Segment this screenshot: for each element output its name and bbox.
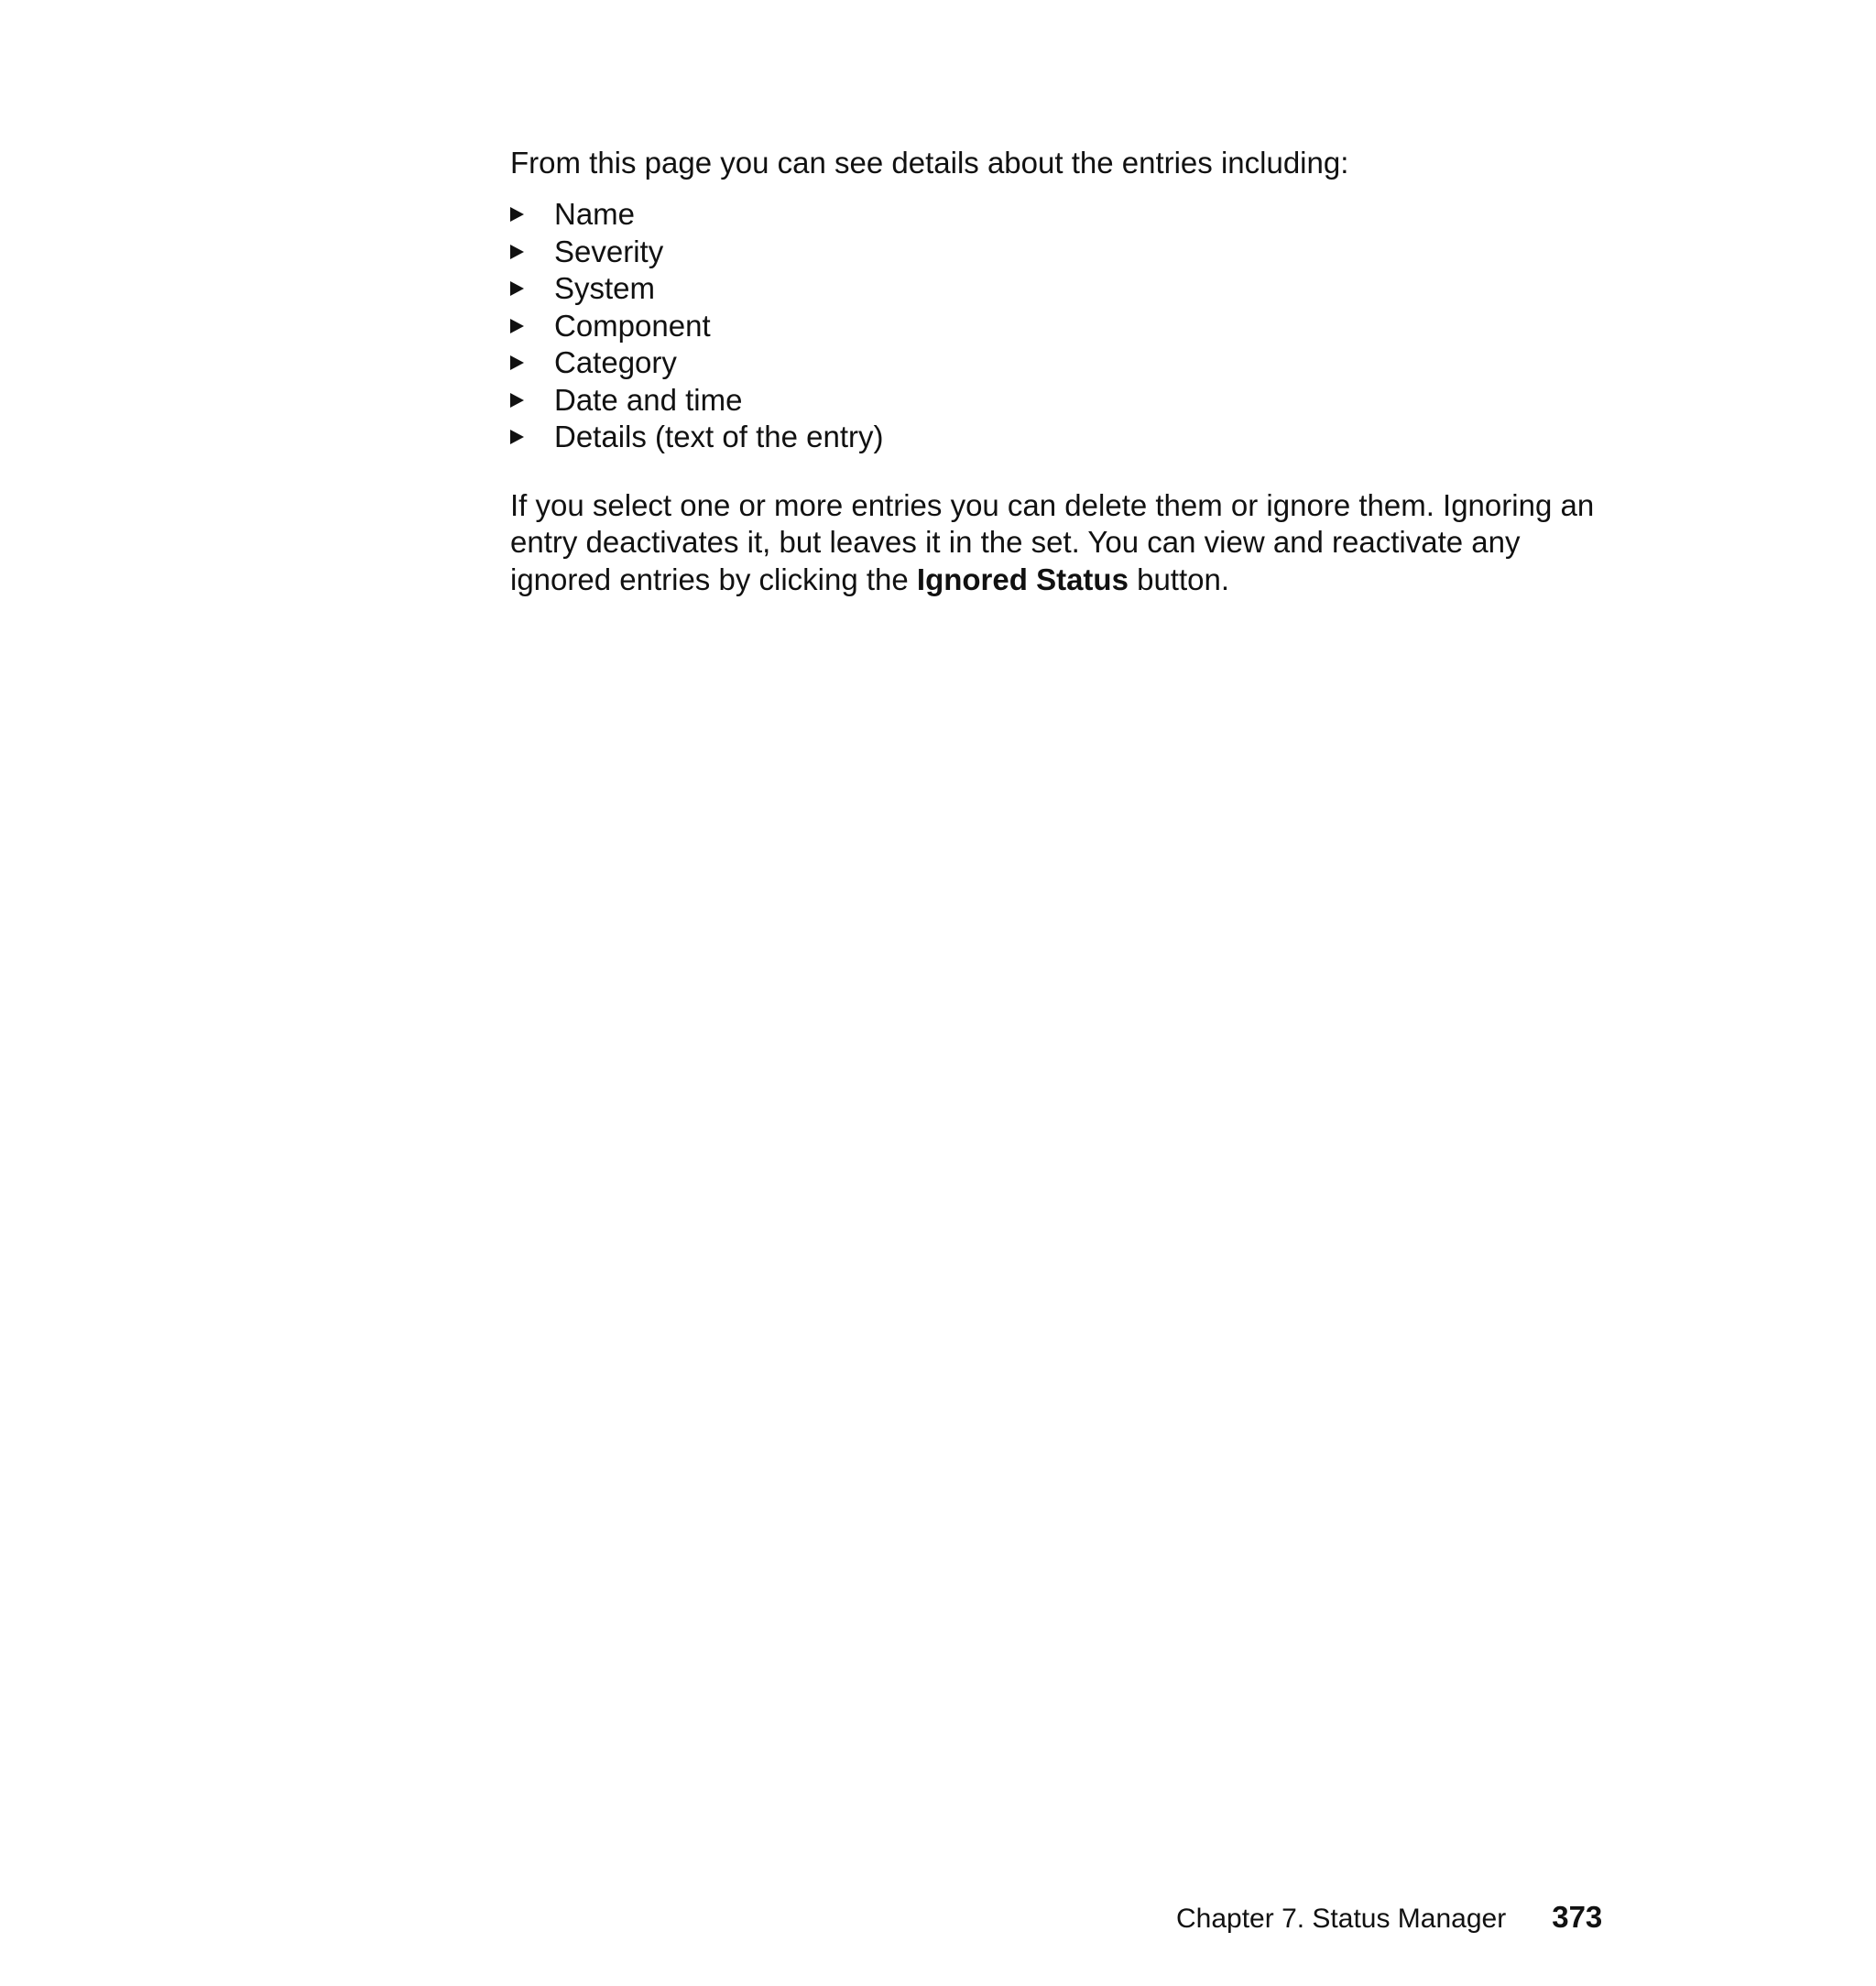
list-item <box>510 344 1628 382</box>
details-list <box>510 196 1628 456</box>
page-body <box>510 145 1628 598</box>
list-item <box>510 196 1628 234</box>
bullet-arrow-icon <box>510 430 524 444</box>
page-number: 373 <box>1552 1900 1603 1934</box>
bullet-arrow-icon <box>510 245 524 259</box>
bullet-arrow-icon <box>510 281 524 296</box>
bullet-arrow-icon <box>510 355 524 370</box>
list-item-label: Component <box>554 308 711 343</box>
paragraph-text-end: button. <box>1128 562 1230 596</box>
ignore-paragraph <box>510 487 1628 599</box>
list-item-label: Category <box>554 345 677 379</box>
bullet-arrow-icon <box>510 393 524 408</box>
list-item <box>510 234 1628 271</box>
list-item-label: System <box>554 271 656 305</box>
list-item <box>510 382 1628 420</box>
page-footer <box>1176 1900 1602 1935</box>
bullet-arrow-icon <box>510 207 524 222</box>
list-item-label: Name <box>554 197 636 231</box>
bullet-arrow-icon <box>510 319 524 333</box>
list-item-label: Severity <box>554 234 664 268</box>
list-item-label: Date and time <box>554 382 743 417</box>
list-item-label: Details (text of the entry) <box>554 420 884 453</box>
list-item <box>510 419 1628 456</box>
paragraph-text-start: If you select one or more entries you can delete them or ignore them. Ignoring an entry deactivates it, but leaves it in the set. You can view and reactivate any ignored entries by clicking the <box>510 487 1595 596</box>
chapter-title: Chapter 7. Status Manager <box>1176 1904 1507 1934</box>
intro-text: From this page you can see details about the entries including: <box>510 146 1349 180</box>
ignored-status-term: Ignored Status <box>916 562 1129 596</box>
list-item <box>510 270 1628 308</box>
list-item <box>510 308 1628 345</box>
